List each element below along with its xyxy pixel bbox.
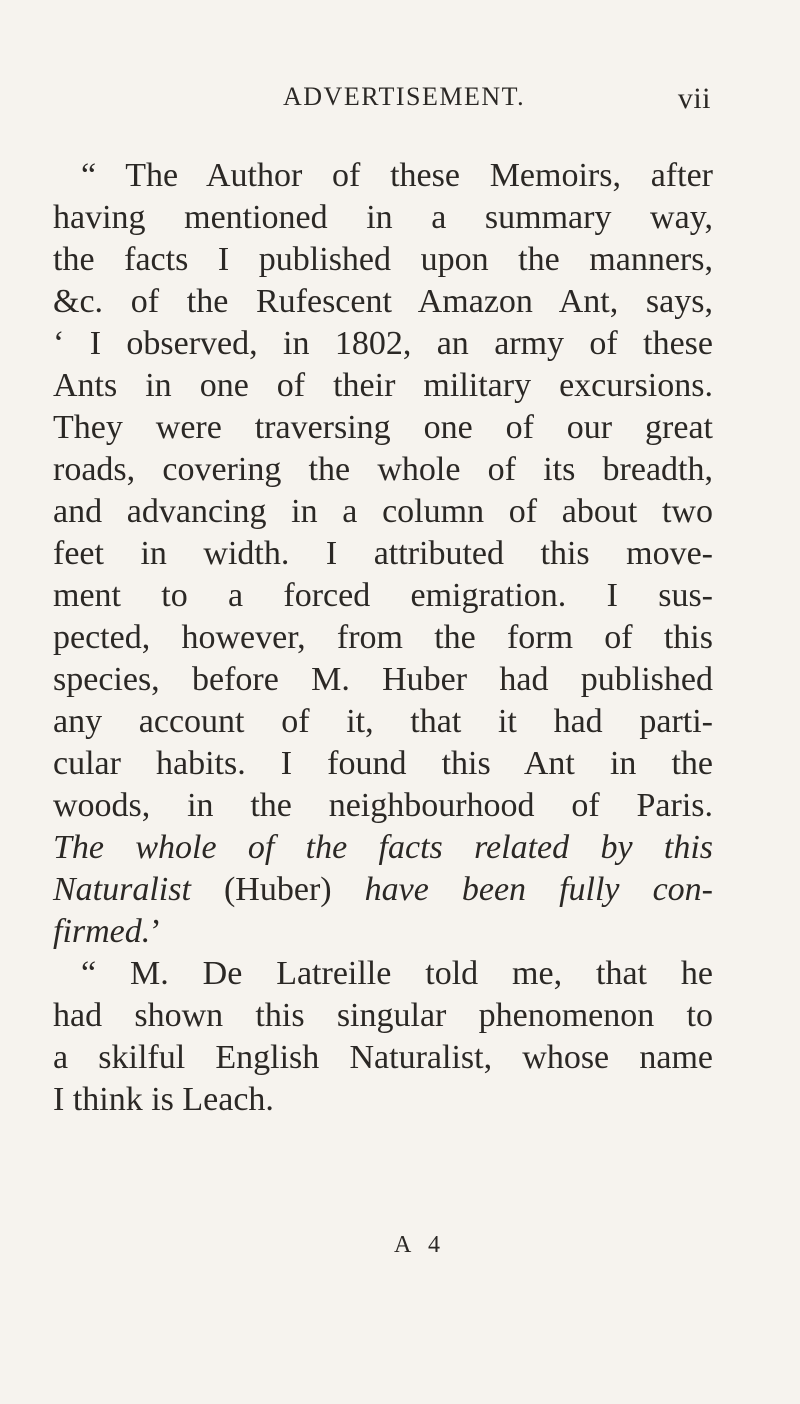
- italic-run: have been fully con-: [364, 871, 713, 908]
- roman-run: (Huber): [190, 871, 365, 908]
- text-line: [53, 911, 713, 953]
- body-text: [53, 155, 713, 1121]
- text-line: [53, 869, 713, 911]
- text-line: having mentioned in a summary way,: [53, 199, 713, 236]
- text-line: “ M. De Latreille told me, that he: [81, 955, 713, 992]
- text-line: ment to a forced emigration. I sus-: [53, 577, 713, 614]
- text-line: I think is Leach.: [53, 1081, 274, 1118]
- text-line: feet in width. I attributed this move-: [53, 535, 713, 572]
- text-line: woods, in the neighbourhood of Paris.: [53, 787, 713, 824]
- running-head: [283, 82, 711, 122]
- text-line: any account of it, that it had parti-: [53, 703, 713, 740]
- text-line: roads, covering the whole of its breadth,: [53, 451, 713, 488]
- text-line: pected, however, from the form of this: [53, 619, 713, 656]
- text-line: ‘ I observed, in 1802, an army of these: [53, 325, 713, 362]
- text-line: &c. of the Rufescent Amazon Ant, says,: [53, 283, 713, 320]
- text-line: a skilful English Naturalist, whose name: [53, 1039, 713, 1076]
- running-head-title: ADVERTISEMENT.: [283, 82, 526, 111]
- italic-run: Naturalist: [53, 871, 191, 908]
- italic-run: firmed.: [53, 913, 151, 950]
- text-line: and advancing in a column of about two: [53, 493, 713, 530]
- page-number: vii: [677, 82, 711, 115]
- text-line: “ The Author of these Memoirs, after: [81, 157, 713, 194]
- text-line: species, before M. Huber had published: [53, 661, 713, 698]
- text-line: the facts I published upon the manners,: [53, 241, 713, 278]
- text-line: had shown this singular phenomenon to: [53, 997, 713, 1034]
- text-line-italic: The whole of the facts related by this: [53, 829, 713, 866]
- signature-mark: A 4: [394, 1232, 447, 1258]
- text-line: They were traversing one of our great: [53, 409, 713, 446]
- closing-quote: ’: [150, 913, 162, 950]
- text-line: cular habits. I found this Ant in the: [53, 745, 713, 782]
- text-line: Ants in one of their military excursions.: [53, 367, 713, 404]
